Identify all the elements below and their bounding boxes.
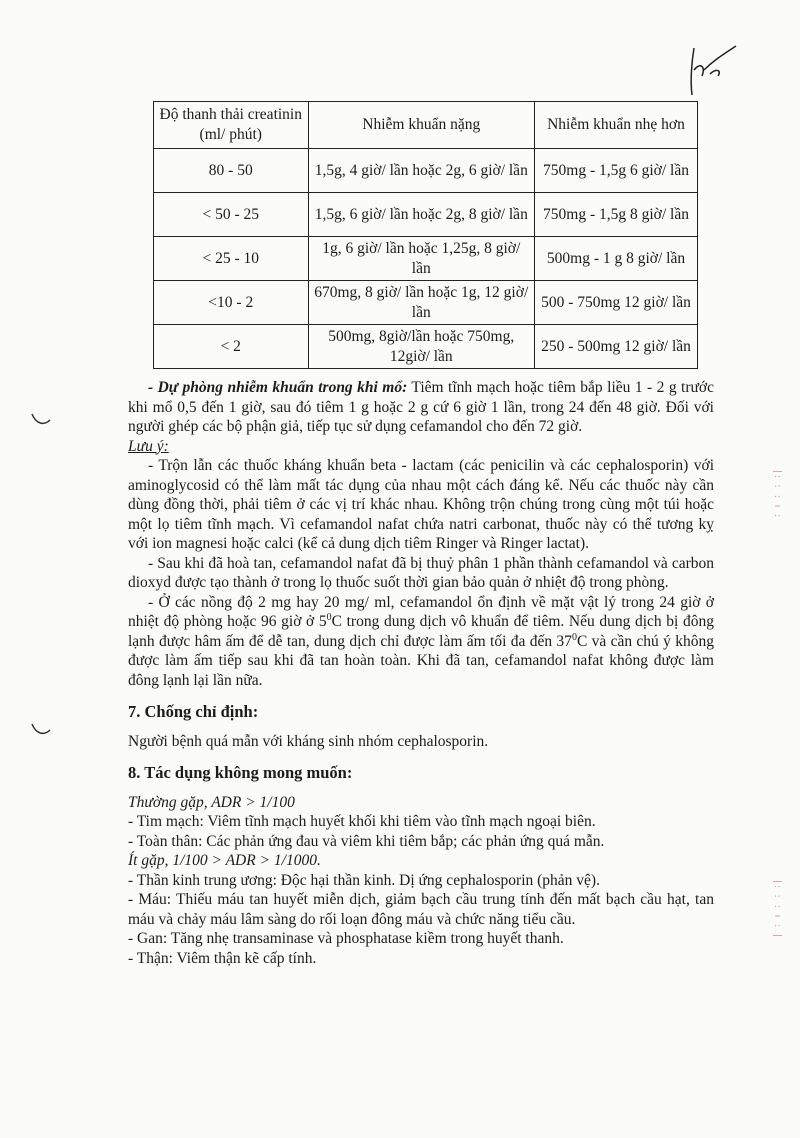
frequency-uncommon: Ít gặp, 1/100 > ADR > 1/1000. <box>128 852 321 869</box>
table-cell: 80 - 50 <box>154 149 309 193</box>
table-cell: < 2 <box>154 325 309 369</box>
adverse-item: - Thận: Viêm thận kẽ cấp tính. <box>128 949 317 967</box>
adverse-item: - Thần kinh trung ương: Độc hại thần kinh. Dị ứng cephalosporin (phản vệ). <box>128 871 600 889</box>
prophylaxis-label: - Dự phòng nhiễm khuẩn trong khi mổ: <box>148 379 408 396</box>
adverse-item: - Tim mạch: Viêm tĩnh mạch huyết khối khi tiêm vào tĩnh mạch ngoại biên. <box>128 813 596 830</box>
adverse-item: - Gan: Tăng nhẹ transaminase và phosphatase kiềm trong huyết thanh. <box>128 930 564 947</box>
header-mild: Nhiễm khuẩn nhẹ hơn <box>535 102 698 149</box>
edge-stamp-mark: |: ː : ı : | <box>772 880 782 939</box>
table-cell: 250 - 500mg 12 giờ/ lần <box>535 325 698 369</box>
header-severe: Nhiễm khuẩn nặng <box>308 102 534 149</box>
table-row <box>154 149 698 193</box>
prophylaxis-paragraph <box>128 378 714 437</box>
document-body <box>128 378 714 968</box>
table-cell: 1,5g, 4 giờ/ lần hoặc 2g, 6 giờ/ lần <box>308 149 534 193</box>
adverse-item: - Máu: Thiếu máu tan huyết miễn dịch, giảm bạch cầu trung tính đến mất bạch cầu hạt, tan máu và chảy máu lâm sàng do rối loạn đông máu và chức năng tiểu cầu. <box>128 891 714 928</box>
table-cell: 500mg, 8giờ/lần hoặc 750mg, 12giờ/ lần <box>308 325 534 369</box>
table-cell: 1g, 6 giờ/ lần hoặc 1,25g, 8 giờ/ lần <box>308 237 534 281</box>
table-header-row <box>154 102 698 149</box>
note-paragraph-2: - Sau khi đã hoà tan, cefamandol nafat đã bị thuỷ phân 1 phần thành cefamandol và carbon dioxyd được tạo thành ở trong lọ thuốc suốt thời gian bảo quản ở nhiệt độ trong phòng. <box>128 554 714 591</box>
punch-hole-mark <box>30 410 52 428</box>
frequency-common: Thường gặp, ADR > 1/100 <box>128 793 295 811</box>
table-cell: <10 - 2 <box>154 281 309 325</box>
table-cell: 750mg - 1,5g 6 giờ/ lần <box>535 149 698 193</box>
table-cell: < 50 - 25 <box>154 193 309 237</box>
edge-stamp-mark: |: ː : ı : <box>772 470 782 520</box>
section-7-title: 7. Chống chỉ định: <box>128 702 259 721</box>
table-row <box>154 325 698 369</box>
dosage-table <box>153 101 698 369</box>
section-7-text: Người bệnh quá mẫn với kháng sinh nhóm cephalosporin. <box>128 732 489 750</box>
table-cell: 1,5g, 6 giờ/ lần hoặc 2g, 8 giờ/ lần <box>308 193 534 237</box>
table-cell: < 25 - 10 <box>154 237 309 281</box>
table-cell: 670mg, 8 giờ/ lần hoặc 1g, 12 giờ/ lần <box>308 281 534 325</box>
section-8-title: 8. Tác dụng không mong muốn: <box>128 763 353 782</box>
note-title: Lưu ý: <box>128 437 169 455</box>
adverse-item: - Toàn thân: Các phản ứng đau và viêm khi tiêm bắp; các phản ứng quá mẫn. <box>128 832 605 850</box>
table-cell: 750mg - 1,5g 8 giờ/ lần <box>535 193 698 237</box>
table-cell: 500mg - 1 g 8 giờ/ lần <box>535 237 698 281</box>
punch-hole-mark <box>30 720 52 738</box>
prophylaxis-text: Tiêm tĩnh mạch hoặc tiêm bắp liều 1 - 2 g trước khi mổ 0,5 đến 1 giờ, sau đó tiêm 1 g hoặc 2 g cứ 6 giờ 1 lần, trong 24 đến 48 giờ. Đối với người ghép các bộ phận giả, tiếp tục sử dụng cefamandol cho đến 72 giờ. <box>128 379 714 435</box>
note-paragraph-1: - Trộn lẫn các thuốc kháng khuẩn beta - lactam (các penicilin và các cephalosporin) với aminoglycosid có thể làm mất tác dụng của nhau một cách đáng kể. Nếu các thuốc này cần dùng đồng thời, phải tiêm ở các vị trí khác nhau. Không trộn chúng trong cùng một túi hoặc một lọ tiêm tĩnh mạch. Vì cefamandol nafat chứa natri carbonat, thuốc này có thể tương kỵ với ion magnesi hoặc calci (kể cả dung dịch tiêm Ringer và Ringer lactat). <box>128 457 714 552</box>
table-cell: 500 - 750mg 12 giờ/ lần <box>535 281 698 325</box>
table-row <box>154 281 698 325</box>
table-row <box>154 193 698 237</box>
table-row <box>154 237 698 281</box>
handwritten-signature <box>680 40 740 100</box>
header-creatinine: Độ thanh thải creatinin (ml/ phút) <box>154 102 309 149</box>
note-paragraph-3: - Ở các nồng độ 2 mg hay 20 mg/ ml, cefamandol ổn định về mặt vật lý trong 24 giờ ở nhiệt độ phòng hoặc 96 giờ ở $5^0C$ trong dung dịch vô khuẩn để tiêm. Nếu dung dịch bị đông lạnh được hâm ấm để dễ tan, dung dịch chỉ được làm ấm tối đa đến $37^0C$ và cần chú ý không được làm ấm tiếp sau khi đã tan hoàn toàn. Khi đã tan, cefamandol nafat không được làm đông lạnh lại lần nữa. <box>128 593 714 689</box>
